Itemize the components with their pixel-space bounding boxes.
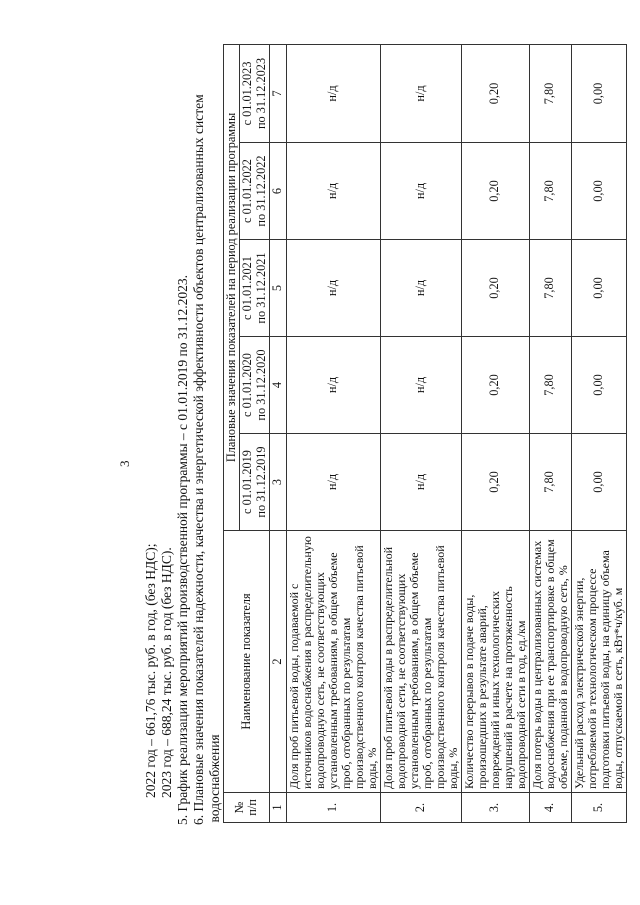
intro-line-2022: 2022 год – 661,76 тыс. руб. в год, (без НДС); bbox=[143, 543, 158, 798]
row-num: 5. bbox=[571, 793, 626, 823]
row-value: 0,20 bbox=[461, 143, 529, 240]
header-period-2022: с 01.01.2022 по 31.12.2022 bbox=[240, 143, 270, 240]
col-number: 1 bbox=[270, 793, 287, 823]
row-value: н/д bbox=[286, 44, 380, 142]
header-group: Плановые значения показателей на период реализации программы bbox=[223, 44, 240, 530]
row-value: н/д bbox=[380, 143, 461, 240]
row-value: 0,20 bbox=[461, 434, 529, 531]
row-name: Доля потерь воды в централизованных системах водоснабжения при ее транспортировке в общем объеме, поданной в водопроводную сеть, % bbox=[529, 531, 571, 793]
col-number: 7 bbox=[270, 44, 287, 142]
col-number: 3 bbox=[270, 434, 287, 531]
header-num: № п/п bbox=[223, 793, 270, 823]
row-name: Количество перерывов в подаче воды, произошедших в результате аварий, повреждений и иных технологических нарушений в расчете на протяженность водопроводной сети в год, ед./км bbox=[461, 531, 529, 793]
row-value: н/д bbox=[380, 240, 461, 337]
row-value: 7,80 bbox=[529, 44, 571, 142]
table-row bbox=[529, 44, 571, 822]
row-value: 0,20 bbox=[461, 44, 529, 142]
row-name: Доля проб питьевой воды, подаваемой с источников водоснабжения в распределительную водопроводную сеть, не соответствующих установленным требованиям, в общем объеме проб, отобранных по результатам производственного контроля качества питьевой воды, % bbox=[286, 531, 380, 793]
rotated-content bbox=[55, 30, 625, 860]
row-value: н/д bbox=[286, 143, 380, 240]
row-num: 3. bbox=[461, 793, 529, 823]
col-number: 5 bbox=[270, 240, 287, 337]
row-value: н/д bbox=[286, 434, 380, 531]
intro-line-schedule: 5. График реализации мероприятий производственной программы – с 01.01.2019 по 31.12.2023. bbox=[175, 274, 190, 825]
row-value: 7,80 bbox=[529, 143, 571, 240]
header-period-2023: с 01.01.2023 по 31.12.2023 bbox=[240, 44, 270, 142]
row-value: 0,20 bbox=[461, 337, 529, 434]
table-row bbox=[571, 44, 626, 822]
col-number: 4 bbox=[270, 337, 287, 434]
intro-line-2023: 2023 год – 688,24 тыс. руб. в год (без НДС). bbox=[159, 547, 174, 798]
row-num: 1. bbox=[286, 793, 380, 823]
row-value: н/д bbox=[286, 240, 380, 337]
intro-line-indicators-heading: 6. Плановые значения показателей надежности, качества и энергетической эффективности объектов централизованных систем bbox=[191, 94, 206, 825]
row-value: 7,80 bbox=[529, 434, 571, 531]
intro-line-heading-end: водоснабжения bbox=[207, 734, 222, 823]
col-number: 6 bbox=[270, 143, 287, 240]
row-value: 0,00 bbox=[571, 143, 626, 240]
header-period-2019: с 01.01.2019 по 31.12.2019 bbox=[240, 434, 270, 531]
indicators-table bbox=[207, 44, 627, 823]
header-period-2020: с 01.01.2020 по 31.12.2020 bbox=[240, 337, 270, 434]
row-value: н/д bbox=[286, 337, 380, 434]
row-value: 0,00 bbox=[571, 337, 626, 434]
row-num: 2. bbox=[380, 793, 461, 823]
col-number: 2 bbox=[270, 531, 287, 793]
table-row bbox=[380, 44, 461, 822]
row-value: 7,80 bbox=[529, 240, 571, 337]
row-name: Удельный расход электрической энергии, потребляемой в технологическом процессе подготовки питьевой воды, на единицу объема воды, отпускаемой в сеть, кВт*ч/куб. м bbox=[571, 531, 626, 793]
row-value: 0,00 bbox=[571, 240, 626, 337]
table-row bbox=[286, 44, 380, 822]
row-num: 4. bbox=[529, 793, 571, 823]
table-row bbox=[461, 44, 529, 822]
row-value: 0,20 bbox=[461, 240, 529, 337]
row-value: н/д bbox=[380, 434, 461, 531]
page-number: 3 bbox=[117, 460, 132, 467]
header-period-2021: с 01.01.2021 по 31.12.2021 bbox=[240, 240, 270, 337]
row-value: н/д bbox=[380, 337, 461, 434]
header-name: Наименование показателя bbox=[223, 531, 270, 793]
row-value: 7,80 bbox=[529, 337, 571, 434]
row-value: 0,00 bbox=[571, 434, 626, 531]
row-name: Доля проб питьевой воды в распределительной водопроводной сети, не соответствующих установленным требованиям, в общем объеме проб, отобранных по результатам производственного контроля качества питьевой воды, % bbox=[380, 531, 461, 793]
row-value: н/д bbox=[380, 44, 461, 142]
row-value: 0,00 bbox=[571, 44, 626, 142]
